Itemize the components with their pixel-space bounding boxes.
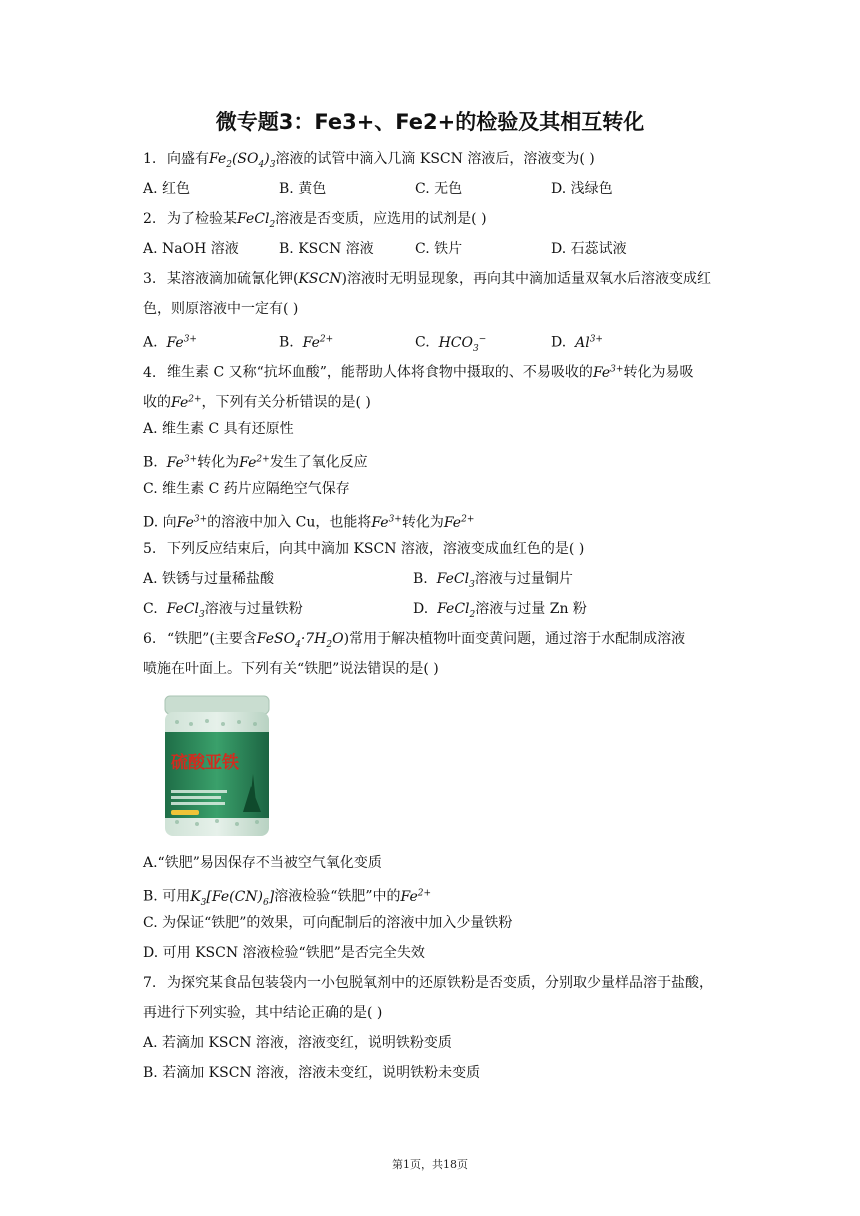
question-6-stem: 6. “铁肥”(主要含$FeSO_4\cdot 7H_2O$)常用于解决植物叶面变黄问题，通过溶于水配制成溶液	[143, 631, 686, 650]
option-d[interactable]: D. FeCl$_2$溶液与过量 Zn 粉	[413, 601, 587, 620]
option-c[interactable]: C. 无色	[415, 181, 463, 197]
question-7-stem-line2: 再进行下列实验，其中结论正确的是( )	[143, 1005, 383, 1021]
question-2-options	[143, 234, 753, 264]
option-a[interactable]: A. $Fe^{3+}$	[143, 334, 197, 351]
option-b[interactable]: B. FeCl$_3$溶液与过量铜片	[413, 571, 573, 590]
option-d[interactable]: D. 可用 KSCN 溶液检验“铁肥”是否完全失效	[143, 945, 425, 961]
question-2-stem: 2. 为了检验某FeCl$_2$溶液是否变质，应选用的试剂是( )	[143, 211, 487, 230]
question-7-stem: 7. 为探究某食品包装袋内一小包脱氧剂中的还原铁粉是否变质，分别取少量样品溶于盐酸，	[143, 975, 713, 991]
question-5-options-row2	[143, 594, 753, 624]
option-a[interactable]: A. 若滴加 KSCN 溶液，溶液变红，说明铁粉变质	[143, 1035, 452, 1051]
option-d[interactable]: D. 石蕊试液	[551, 241, 627, 257]
option-b[interactable]: B. $Fe^{3+}$转化为$Fe^{2+}$发生了氧化反应	[143, 454, 368, 471]
question-5-stem: 5. 下列反应结束后，向其中滴加 KSCN 溶液，溶液变成血红色的是( )	[143, 541, 585, 557]
option-c[interactable]: C. 铁片	[415, 241, 463, 257]
question-4-stem: 4. 维生素 C 又称“抗坏血酸”，能帮助人体将食物中摄取的、不易吸收的$Fe^{3+}$转化为易吸	[143, 364, 694, 381]
option-c[interactable]: C. 维生素 C 药片应隔绝空气保存	[143, 481, 350, 497]
formula-fecl2: FeCl$_2$	[237, 211, 276, 230]
question-6-stem-line2: 喷施在叶面上。下列有关“铁肥”说法错误的是( )	[143, 661, 439, 677]
formula-fe2so43: $Fe_2(SO_4)_3$	[209, 151, 276, 170]
option-b[interactable]: B. 可用$K_3[Fe(CN)_6]$溶液检验“铁肥”中的$Fe^{2+}$	[143, 888, 432, 908]
question-1-options	[143, 174, 753, 204]
option-c[interactable]: C. $HCO_3^-$	[415, 334, 487, 354]
option-b[interactable]: B. 若滴加 KSCN 溶液，溶液未变红，说明铁粉未变质	[143, 1065, 481, 1081]
question-1-stem: 1. 向盛有$Fe_2(SO_4)_3$溶液的试管中滴入几滴 KSCN 溶液后，溶液变为( )	[143, 151, 595, 170]
question-4-stem-line2: 收的$Fe^{2+}$，下列有关分析错误的是( )	[143, 394, 371, 411]
page-title: 微专题3：Fe3+、Fe2+的检验及其相互转化	[215, 110, 645, 134]
option-b[interactable]: B. $Fe^{2+}$	[279, 334, 334, 351]
option-b[interactable]: B. 黄色	[279, 181, 327, 197]
question-3-stem-line2: 色，则原溶液中一定有( )	[143, 301, 299, 317]
question-5-options-row1	[143, 564, 753, 594]
option-a[interactable]: A. 红色	[143, 181, 191, 197]
option-d[interactable]: D. 向$Fe^{3+}$的溶液中加入 Cu，也能将$Fe^{3+}$转化为$Fe^{2+}$	[143, 514, 475, 531]
jar-label-text: 硫酸亚铁	[171, 753, 239, 773]
option-c[interactable]: C. FeCl$_3$溶液与过量铁粉	[143, 601, 303, 620]
option-d[interactable]: D. $Al^{3+}$	[551, 334, 603, 351]
question-list	[143, 144, 753, 1088]
option-a[interactable]: A. 维生素 C 具有还原性	[143, 421, 294, 437]
option-b[interactable]: B. KSCN 溶液	[279, 241, 374, 257]
formula-kscn: KSCN	[298, 271, 342, 287]
option-a[interactable]: A. NaOH 溶液	[143, 241, 239, 257]
question-3-stem: 3. 某溶液滴加硫氰化钾(KSCN)溶液时无明显现象，再向其中滴加适量双氧水后溶液变成红	[143, 271, 711, 287]
question-3-options	[143, 324, 753, 354]
option-a[interactable]: A.“铁肥”易因保存不当被空气氧化变质	[143, 855, 382, 871]
option-d[interactable]: D. 浅绿色	[551, 181, 613, 197]
option-c[interactable]: C. 为保证“铁肥”的效果，可向配制后的溶液中加入少量铁粉	[143, 915, 513, 931]
ferrous-sulfate-jar-image	[157, 694, 277, 840]
option-a[interactable]: A. 铁锈与过量稀盐酸	[143, 571, 275, 587]
page-footer: 第1页，共18页	[392, 1158, 468, 1171]
formula-feso4-7h2o: $FeSO_4\cdot 7H_2O$	[256, 631, 344, 650]
